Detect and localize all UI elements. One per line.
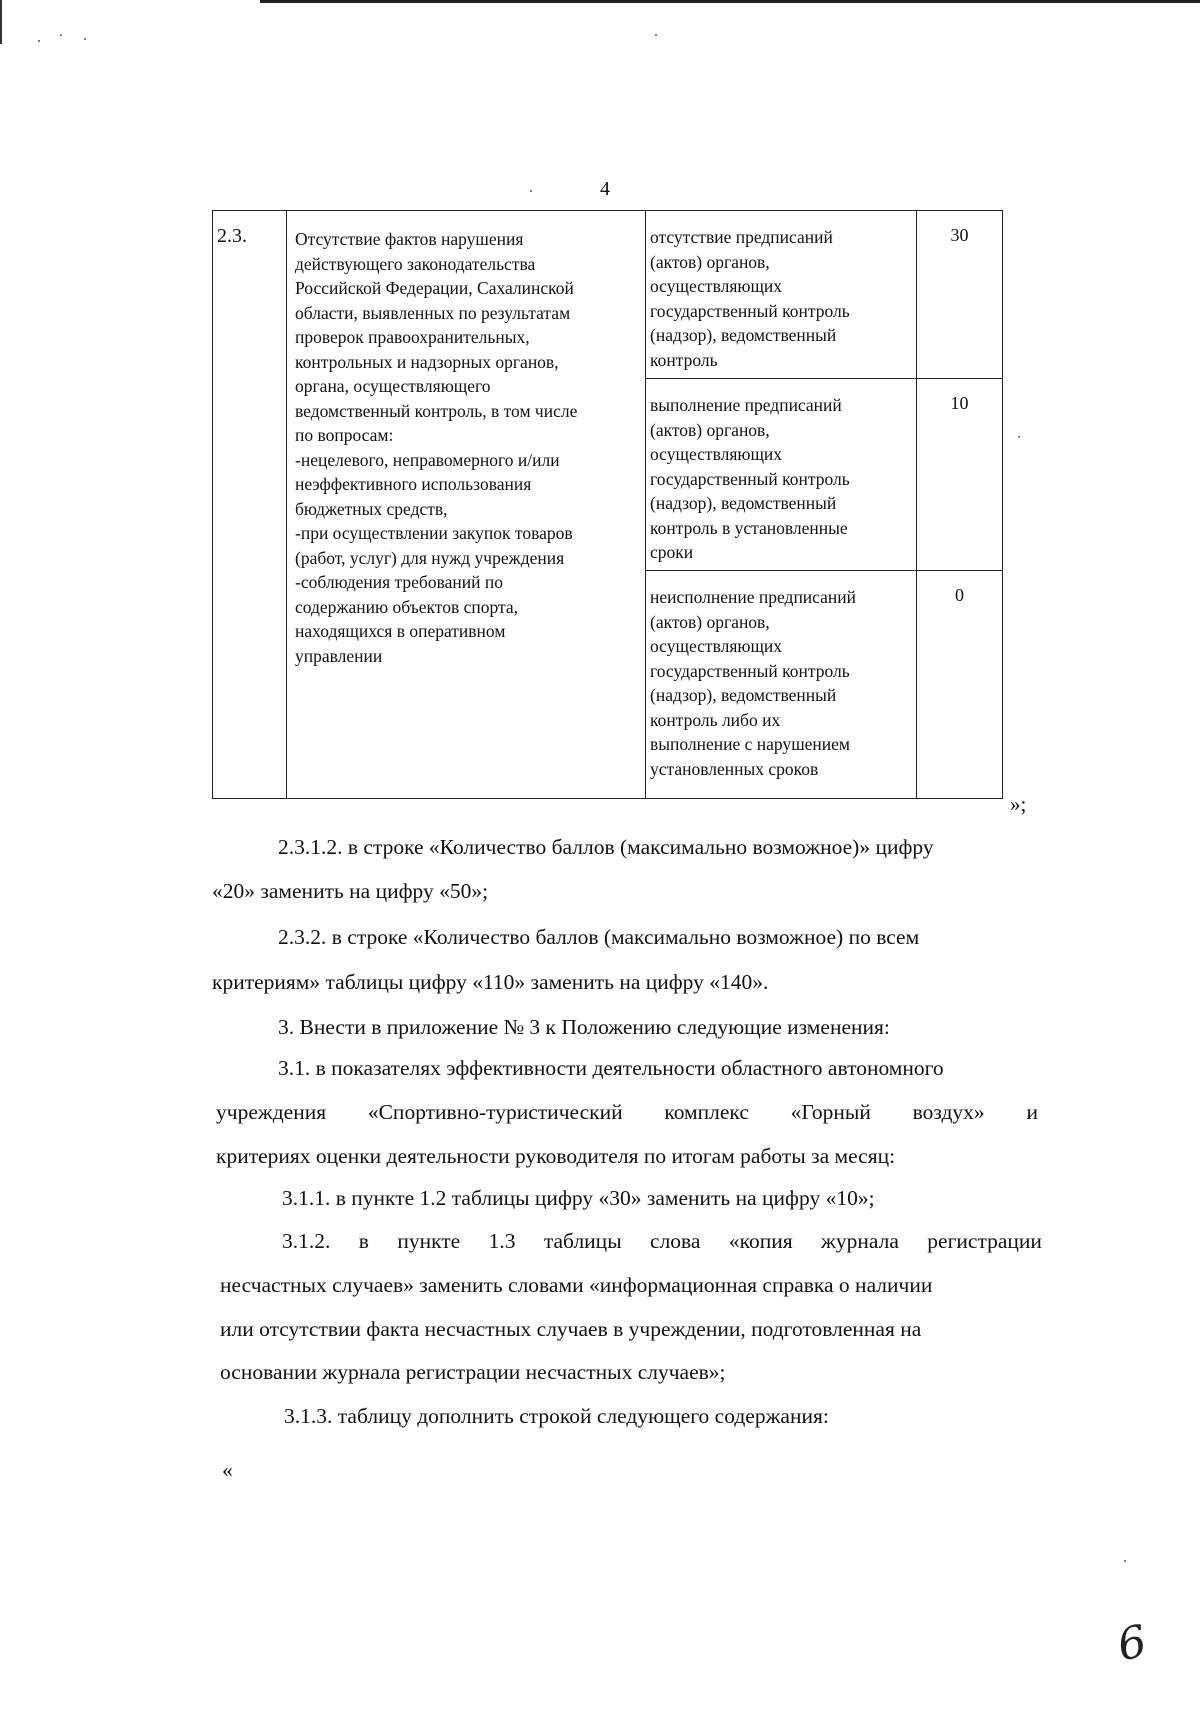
condition-line: неисполнение предписаний bbox=[650, 587, 857, 607]
criterion-line: Российской Федерации, Сахалинской bbox=[295, 278, 574, 298]
criterion-line: контрольных и надзорных органов, bbox=[295, 351, 559, 372]
criterion-line: (работ, услуг) для нужд учреждения bbox=[295, 547, 565, 568]
condition-cell bbox=[646, 379, 917, 571]
word: «Горный bbox=[790, 1100, 871, 1124]
word: «Спортивно-туристический bbox=[367, 1100, 623, 1124]
condition-line: государственный контроль bbox=[650, 660, 850, 681]
criterion-line: -соблюдения требований по bbox=[295, 572, 503, 592]
paragraph-3: 3. Внести в приложение № 3 к Положению следующие изменения: bbox=[278, 1015, 890, 1039]
score-cell: 0 bbox=[917, 571, 1003, 799]
word: «копия bbox=[728, 1229, 793, 1253]
scan-speck bbox=[84, 38, 86, 40]
paragraph-2-3-1-2-line1: 2.3.1.2. в строке «Количество баллов (максимально возможное)» цифру bbox=[278, 835, 934, 859]
word: учреждения bbox=[216, 1100, 327, 1124]
paragraph-3-1-2-line3: или отсутствии факта несчастных случаев в учреждении, подготовленная на bbox=[220, 1317, 922, 1341]
criterion-line: бюджетных средств, bbox=[295, 498, 448, 519]
criterion-line: содержанию объектов спорта, bbox=[295, 596, 518, 617]
paragraph-3-1-2-line2: несчастных случаев» заменить словами «информационная справка о наличии bbox=[220, 1273, 933, 1297]
scan-speck bbox=[1018, 436, 1020, 438]
row-number-cell: 2.3. bbox=[213, 211, 287, 799]
paragraph-2-3-2-line2: критериям» таблицы цифру «110» заменить на цифру «140». bbox=[212, 970, 769, 994]
page-number: 4 bbox=[600, 178, 610, 200]
condition-cell bbox=[646, 571, 917, 799]
criteria-table bbox=[212, 210, 1003, 799]
criterion-cell bbox=[287, 211, 646, 799]
paragraph-3-1-1: 3.1.1. в пункте 1.2 таблицы цифру «30» заменить на цифру «10»; bbox=[282, 1186, 875, 1210]
word: 3.1.2. bbox=[282, 1229, 331, 1253]
scan-speck bbox=[60, 34, 62, 36]
criterion-line: Отсутствие фактов нарушения bbox=[295, 229, 524, 249]
condition-line: сроки bbox=[650, 542, 694, 562]
paragraph-3-1-line3: критериях оценки деятельности руководителя по итогам работы за месяц: bbox=[216, 1144, 896, 1168]
word: и bbox=[1026, 1100, 1038, 1124]
opening-quote: « bbox=[222, 1458, 233, 1482]
condition-line: осуществляющих bbox=[650, 444, 783, 464]
scan-speck bbox=[1124, 1560, 1126, 1562]
criterion-line: управлении bbox=[295, 645, 383, 666]
word: в bbox=[358, 1229, 369, 1253]
word: 1.3 bbox=[488, 1229, 516, 1253]
word: слова bbox=[650, 1229, 701, 1253]
table-closing-quote: »; bbox=[1010, 792, 1027, 816]
word: воздух» bbox=[912, 1100, 985, 1124]
criterion-line: -нецелевого, неправомерного и/или bbox=[295, 449, 560, 470]
paragraph-2-3-1-2-line2: «20» заменить на цифру «50»; bbox=[212, 879, 489, 903]
condition-line: (актов) органов, bbox=[650, 611, 770, 632]
criterion-line: органа, осуществляющего bbox=[295, 376, 491, 396]
criterion-line: действующего законодательства bbox=[295, 253, 536, 274]
paragraph-2-3-2-line1: 2.3.2. в строке «Количество баллов (максимально возможное) по всем bbox=[278, 925, 920, 949]
paragraph-3-1-2-line1 bbox=[282, 1226, 1042, 1256]
paragraph-3-1-2-line4: основании журнала регистрации несчастных случаев»; bbox=[220, 1360, 726, 1384]
condition-line: осуществляющих bbox=[650, 276, 783, 296]
condition-line: (надзор), ведомственный bbox=[650, 325, 837, 345]
table-row bbox=[213, 211, 1003, 379]
condition-line: (актов) органов, bbox=[650, 419, 770, 440]
word: комплекс bbox=[664, 1100, 749, 1124]
condition-line: (надзор), ведомственный bbox=[650, 493, 837, 513]
condition-line: выполнение предписаний bbox=[650, 395, 842, 415]
condition-line: государственный контроль bbox=[650, 468, 850, 489]
paragraph-3-1-3: 3.1.3. таблицу дополнить строкой следующего содержания: bbox=[284, 1404, 829, 1428]
criterion-line: проверок правоохранительных, bbox=[295, 327, 530, 347]
condition-line: (актов) органов, bbox=[650, 251, 770, 272]
score-cell: 30 bbox=[917, 211, 1003, 379]
criterion-line: неэффективного использования bbox=[295, 474, 532, 494]
scan-left-rule bbox=[0, 0, 2, 44]
scan-top-rule bbox=[260, 0, 1200, 3]
condition-line: выполнение с нарушением bbox=[650, 734, 851, 754]
criterion-line: находящихся в оперативном bbox=[295, 621, 506, 641]
condition-line: установленных сроков bbox=[650, 758, 819, 779]
word: журнала bbox=[821, 1229, 899, 1253]
word: пункте bbox=[397, 1229, 461, 1253]
condition-line: контроль bbox=[650, 349, 718, 370]
word: таблицы bbox=[543, 1229, 622, 1253]
condition-line: (надзор), ведомственный bbox=[650, 685, 837, 705]
criterion-line: по вопросам: bbox=[295, 425, 394, 445]
condition-line: контроль в установленные bbox=[650, 517, 848, 538]
criterion-line: области, выявленных по результатам bbox=[295, 302, 571, 323]
score-cell: 10 bbox=[917, 379, 1003, 571]
condition-line: отсутствие предписаний bbox=[650, 227, 833, 247]
condition-line: государственный контроль bbox=[650, 300, 850, 321]
condition-cell bbox=[646, 211, 917, 379]
scan-speck bbox=[38, 40, 40, 42]
scan-speck bbox=[655, 34, 657, 36]
handwritten-page-mark: 6 bbox=[1113, 1615, 1151, 1672]
condition-line: контроль либо их bbox=[650, 709, 781, 730]
paragraph-3-1-line1: 3.1. в показателях эффективности деятельности областного автономного bbox=[278, 1056, 944, 1080]
condition-line: осуществляющих bbox=[650, 636, 783, 656]
criterion-line: -при осуществлении закупок товаров bbox=[295, 523, 573, 543]
paragraph-3-1-line2 bbox=[216, 1097, 1038, 1127]
criterion-line: ведомственный контроль, в том числе bbox=[295, 400, 578, 421]
word: регистрации bbox=[927, 1229, 1042, 1253]
scan-speck bbox=[530, 190, 532, 192]
